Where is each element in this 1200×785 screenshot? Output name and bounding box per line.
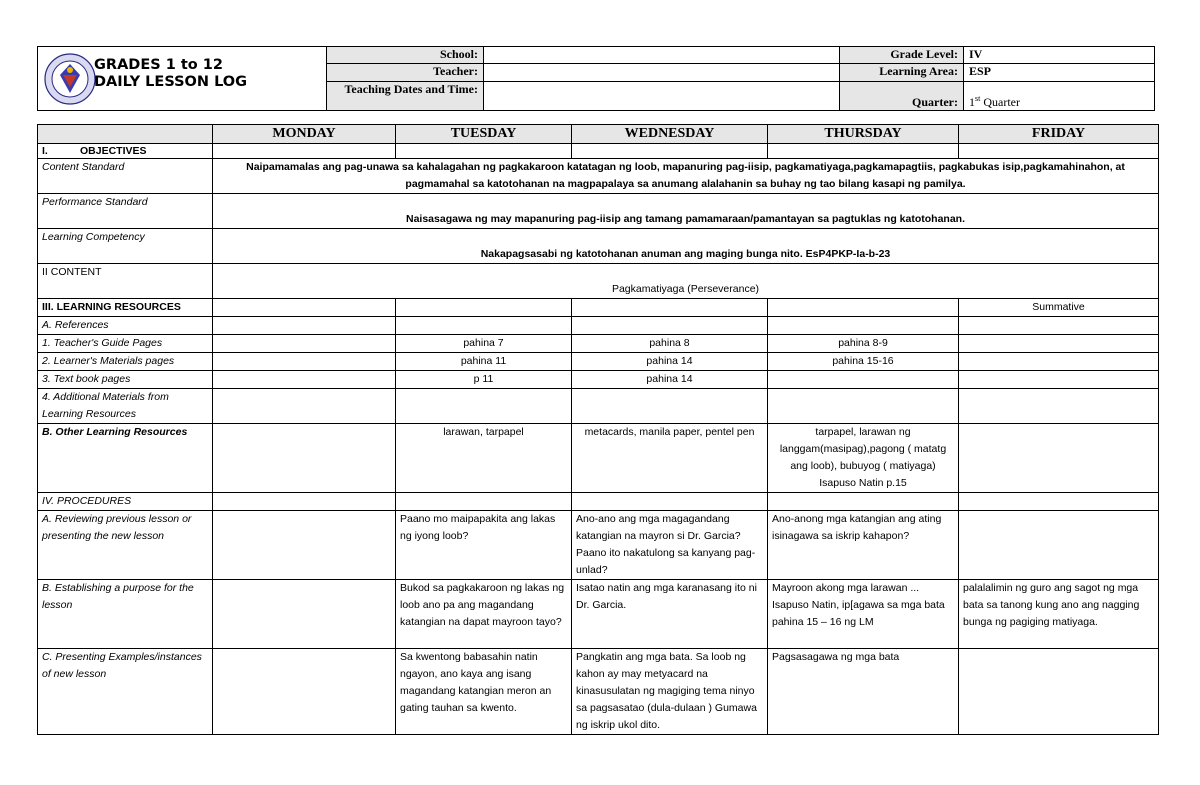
friday-summative[interactable]: Summative	[959, 299, 1159, 317]
table-cell[interactable]	[768, 317, 959, 335]
teacher-label: Teacher:	[327, 64, 484, 81]
table-cell[interactable]	[959, 353, 1159, 371]
header-logo-cell	[38, 47, 327, 111]
table-cell[interactable]: tarpapel, larawan ng langgam(masipag),pagong ( matatg ang loob), bubuyog ( matiyaga) Isapuso Natin p.15	[768, 424, 959, 493]
table-cell[interactable]: pahina 11	[396, 353, 572, 371]
title-line-1: GRADES 1 to 12	[94, 57, 223, 73]
content-value: Pagkamatiyaga (Perseverance)	[213, 264, 1159, 299]
learning-area-field[interactable]: ESP	[964, 64, 1155, 81]
table-cell[interactable]: pahina 15-16	[768, 353, 959, 371]
table-cell[interactable]	[213, 493, 396, 511]
table-cell[interactable]: Paano mo maipapakita ang lakas ng iyong loob?	[396, 511, 572, 580]
table-cell[interactable]: Sa kwentong babasahin natin ngayon, ano kaya ang isang magandang katangian meron an gating tauhan sa kwento.	[396, 649, 572, 735]
learning-resources-label: III. LEARNING RESOURCES	[38, 299, 213, 317]
reviewing-row	[38, 511, 1159, 580]
table-cell[interactable]	[768, 389, 959, 424]
content-standard-row	[38, 159, 1159, 194]
references-row	[38, 317, 1159, 335]
table-cell[interactable]	[959, 649, 1159, 735]
table-cell[interactable]	[213, 371, 396, 389]
table-cell[interactable]	[213, 389, 396, 424]
lesson-log-table	[37, 124, 1159, 735]
content-label: II CONTENT	[38, 264, 213, 299]
learners-materials-row	[38, 353, 1159, 371]
presenting-row	[38, 649, 1159, 735]
content-standard-label: Content Standard	[38, 159, 213, 194]
table-cell[interactable]	[572, 144, 768, 159]
table-cell[interactable]	[396, 144, 572, 159]
table-cell[interactable]: Pagsasagawa ng mga bata	[768, 649, 959, 735]
performance-standard-row	[38, 194, 1159, 229]
other-resources-label: B. Other Learning Resources	[38, 424, 213, 493]
table-cell[interactable]	[213, 144, 396, 159]
content-row	[38, 264, 1159, 299]
procedures-label: IV. PROCEDURES	[38, 493, 213, 511]
quarter-word: Quarter	[980, 95, 1020, 109]
objectives-num: I.	[42, 145, 48, 157]
table-cell[interactable]	[396, 493, 572, 511]
table-cell[interactable]	[213, 299, 396, 317]
table-cell[interactable]: pahina 14	[572, 353, 768, 371]
purpose-row	[38, 580, 1159, 649]
table-cell[interactable]	[959, 335, 1159, 353]
table-cell[interactable]	[572, 493, 768, 511]
objectives-title: OBJECTIVES	[80, 145, 147, 157]
grade-level-label: Grade Level:	[840, 47, 964, 64]
table-cell[interactable]: Ano-ano ang mga magagandang katangian na mayron si Dr. Garcia? Paano ito nakatulong sa kanyang pag-unlad?	[572, 511, 768, 580]
table-cell[interactable]	[768, 299, 959, 317]
day-monday: MONDAY	[213, 125, 396, 144]
header-table	[37, 46, 1155, 111]
references-label: A. References	[38, 317, 213, 335]
table-cell[interactable]	[396, 299, 572, 317]
table-cell[interactable]: pahina 8-9	[768, 335, 959, 353]
table-cell[interactable]: Mayroon akong mga larawan ... Isapuso Natin, ip[agawa sa mga bata pahina 15 – 16 ng LM	[768, 580, 959, 649]
corner-cell	[38, 125, 213, 144]
quarter-label: Quarter:	[840, 81, 964, 110]
days-header-row	[38, 125, 1159, 144]
quarter-number: 1	[969, 95, 975, 109]
table-cell[interactable]	[959, 389, 1159, 424]
teaching-dates-field[interactable]	[484, 81, 840, 110]
table-cell[interactable]	[768, 493, 959, 511]
day-wednesday: WEDNESDAY	[572, 125, 768, 144]
textbook-row	[38, 371, 1159, 389]
other-resources-row	[38, 424, 1159, 493]
learning-competency-value: Nakapagsasabi ng katotohanan anuman ang maging bunga nito. EsP4PKP-Ia-b-23	[213, 229, 1159, 264]
table-cell[interactable]	[959, 144, 1159, 159]
quarter-suffix: st	[975, 94, 981, 103]
table-cell[interactable]	[959, 493, 1159, 511]
table-cell[interactable]	[768, 144, 959, 159]
table-cell[interactable]	[213, 317, 396, 335]
table-cell[interactable]: Bukod sa pagkakaroon ng lakas ng loob ano pa ang magandang katangian na dapat mayroon tayo?	[396, 580, 572, 649]
table-cell[interactable]	[572, 299, 768, 317]
additional-materials-row	[38, 389, 1159, 424]
presenting-label: C. Presenting Examples/instances of new lesson	[38, 649, 213, 735]
teacher-field[interactable]	[484, 64, 840, 81]
objectives-heading	[38, 144, 213, 159]
table-cell[interactable]	[396, 389, 572, 424]
procedures-row	[38, 493, 1159, 511]
deped-seal-icon	[44, 53, 96, 105]
table-cell[interactable]	[768, 371, 959, 389]
table-cell[interactable]: Pangkatin ang mga bata. Sa loob ng kahon ay may metyacard na kinasusulatan ng magiging tema ninyo sa pagsasatao (dula-dulaan ) Gumawa ng iskrip ukol dito.	[572, 649, 768, 735]
learning-resources-row	[38, 299, 1159, 317]
school-label: School:	[327, 47, 484, 64]
performance-standard-value: Naisasagawa ng may mapanuring pag-iisip ang tamang pamamaraan/pamantayan sa pagtuklas ng katotohanan.	[213, 194, 1159, 229]
table-cell[interactable]	[572, 389, 768, 424]
learning-area-label: Learning Area:	[840, 64, 964, 81]
learning-competency-row	[38, 229, 1159, 264]
performance-standard-label: Performance Standard	[38, 194, 213, 229]
table-cell[interactable]	[213, 580, 396, 649]
quarter-field[interactable]	[964, 81, 1155, 110]
table-cell[interactable]: pahina 7	[396, 335, 572, 353]
table-cell[interactable]	[213, 335, 396, 353]
objectives-row	[38, 144, 1159, 159]
table-cell[interactable]: pahina 14	[572, 371, 768, 389]
table-cell[interactable]: metacards, manila paper, pentel pen	[572, 424, 768, 493]
table-cell[interactable]	[959, 371, 1159, 389]
learners-materials-label: 2. Learner's Materials pages	[38, 353, 213, 371]
day-tuesday: TUESDAY	[396, 125, 572, 144]
grade-level-field[interactable]: IV	[964, 47, 1155, 64]
table-cell[interactable]: Ano-anong mga katangian ang ating isinagawa sa iskrip kahapon?	[768, 511, 959, 580]
additional-materials-label: 4. Additional Materials from Learning Resources	[38, 389, 213, 424]
table-cell[interactable]	[959, 511, 1159, 580]
day-thursday: THURSDAY	[768, 125, 959, 144]
table-cell[interactable]	[396, 317, 572, 335]
table-cell[interactable]	[213, 649, 396, 735]
teaching-dates-label: Teaching Dates and Time:	[327, 81, 484, 110]
reviewing-label: A. Reviewing previous lesson or presenting the new lesson	[38, 511, 213, 580]
textbook-label: 3. Text book pages	[38, 371, 213, 389]
table-cell[interactable]	[213, 424, 396, 493]
purpose-label: B. Establishing a purpose for the lesson	[38, 580, 213, 649]
table-cell[interactable]	[959, 424, 1159, 493]
teachers-guide-label: 1. Teacher's Guide Pages	[38, 335, 213, 353]
table-cell[interactable]: Isatao natin ang mga karanasang ito ni Dr. Garcia.	[572, 580, 768, 649]
day-friday: FRIDAY	[959, 125, 1159, 144]
table-cell[interactable]	[959, 317, 1159, 335]
table-cell[interactable]	[572, 317, 768, 335]
table-cell[interactable]	[213, 353, 396, 371]
table-cell[interactable]	[213, 511, 396, 580]
table-cell[interactable]: p 11	[396, 371, 572, 389]
school-field[interactable]	[484, 47, 840, 64]
document-title	[94, 57, 247, 91]
title-line-2: DAILY LESSON LOG	[94, 74, 248, 90]
content-standard-value: Naipamamalas ang pag-unawa sa kahalagahan ng pagkakaroon katatagan ng loob, mapanuring pag-iisip, pagkamatiyaga,pagkamapagtiis, pagkabukas isip,pagkamahinahon, at pagmamahal sa katotohanan na magpapalaya sa anumang alalahanin sa buhay ng tao bilang kasapi ng pamilya.	[213, 159, 1159, 194]
table-cell[interactable]: pahina 8	[572, 335, 768, 353]
learning-competency-label: Learning Competency	[38, 229, 213, 264]
table-cell[interactable]: larawan, tarpapel	[396, 424, 572, 493]
teachers-guide-row	[38, 335, 1159, 353]
table-cell[interactable]: palalalimin ng guro ang sagot ng mga bata sa tanong kung ano ang nagging bunga ng pagiging matiyaga.	[959, 580, 1159, 649]
